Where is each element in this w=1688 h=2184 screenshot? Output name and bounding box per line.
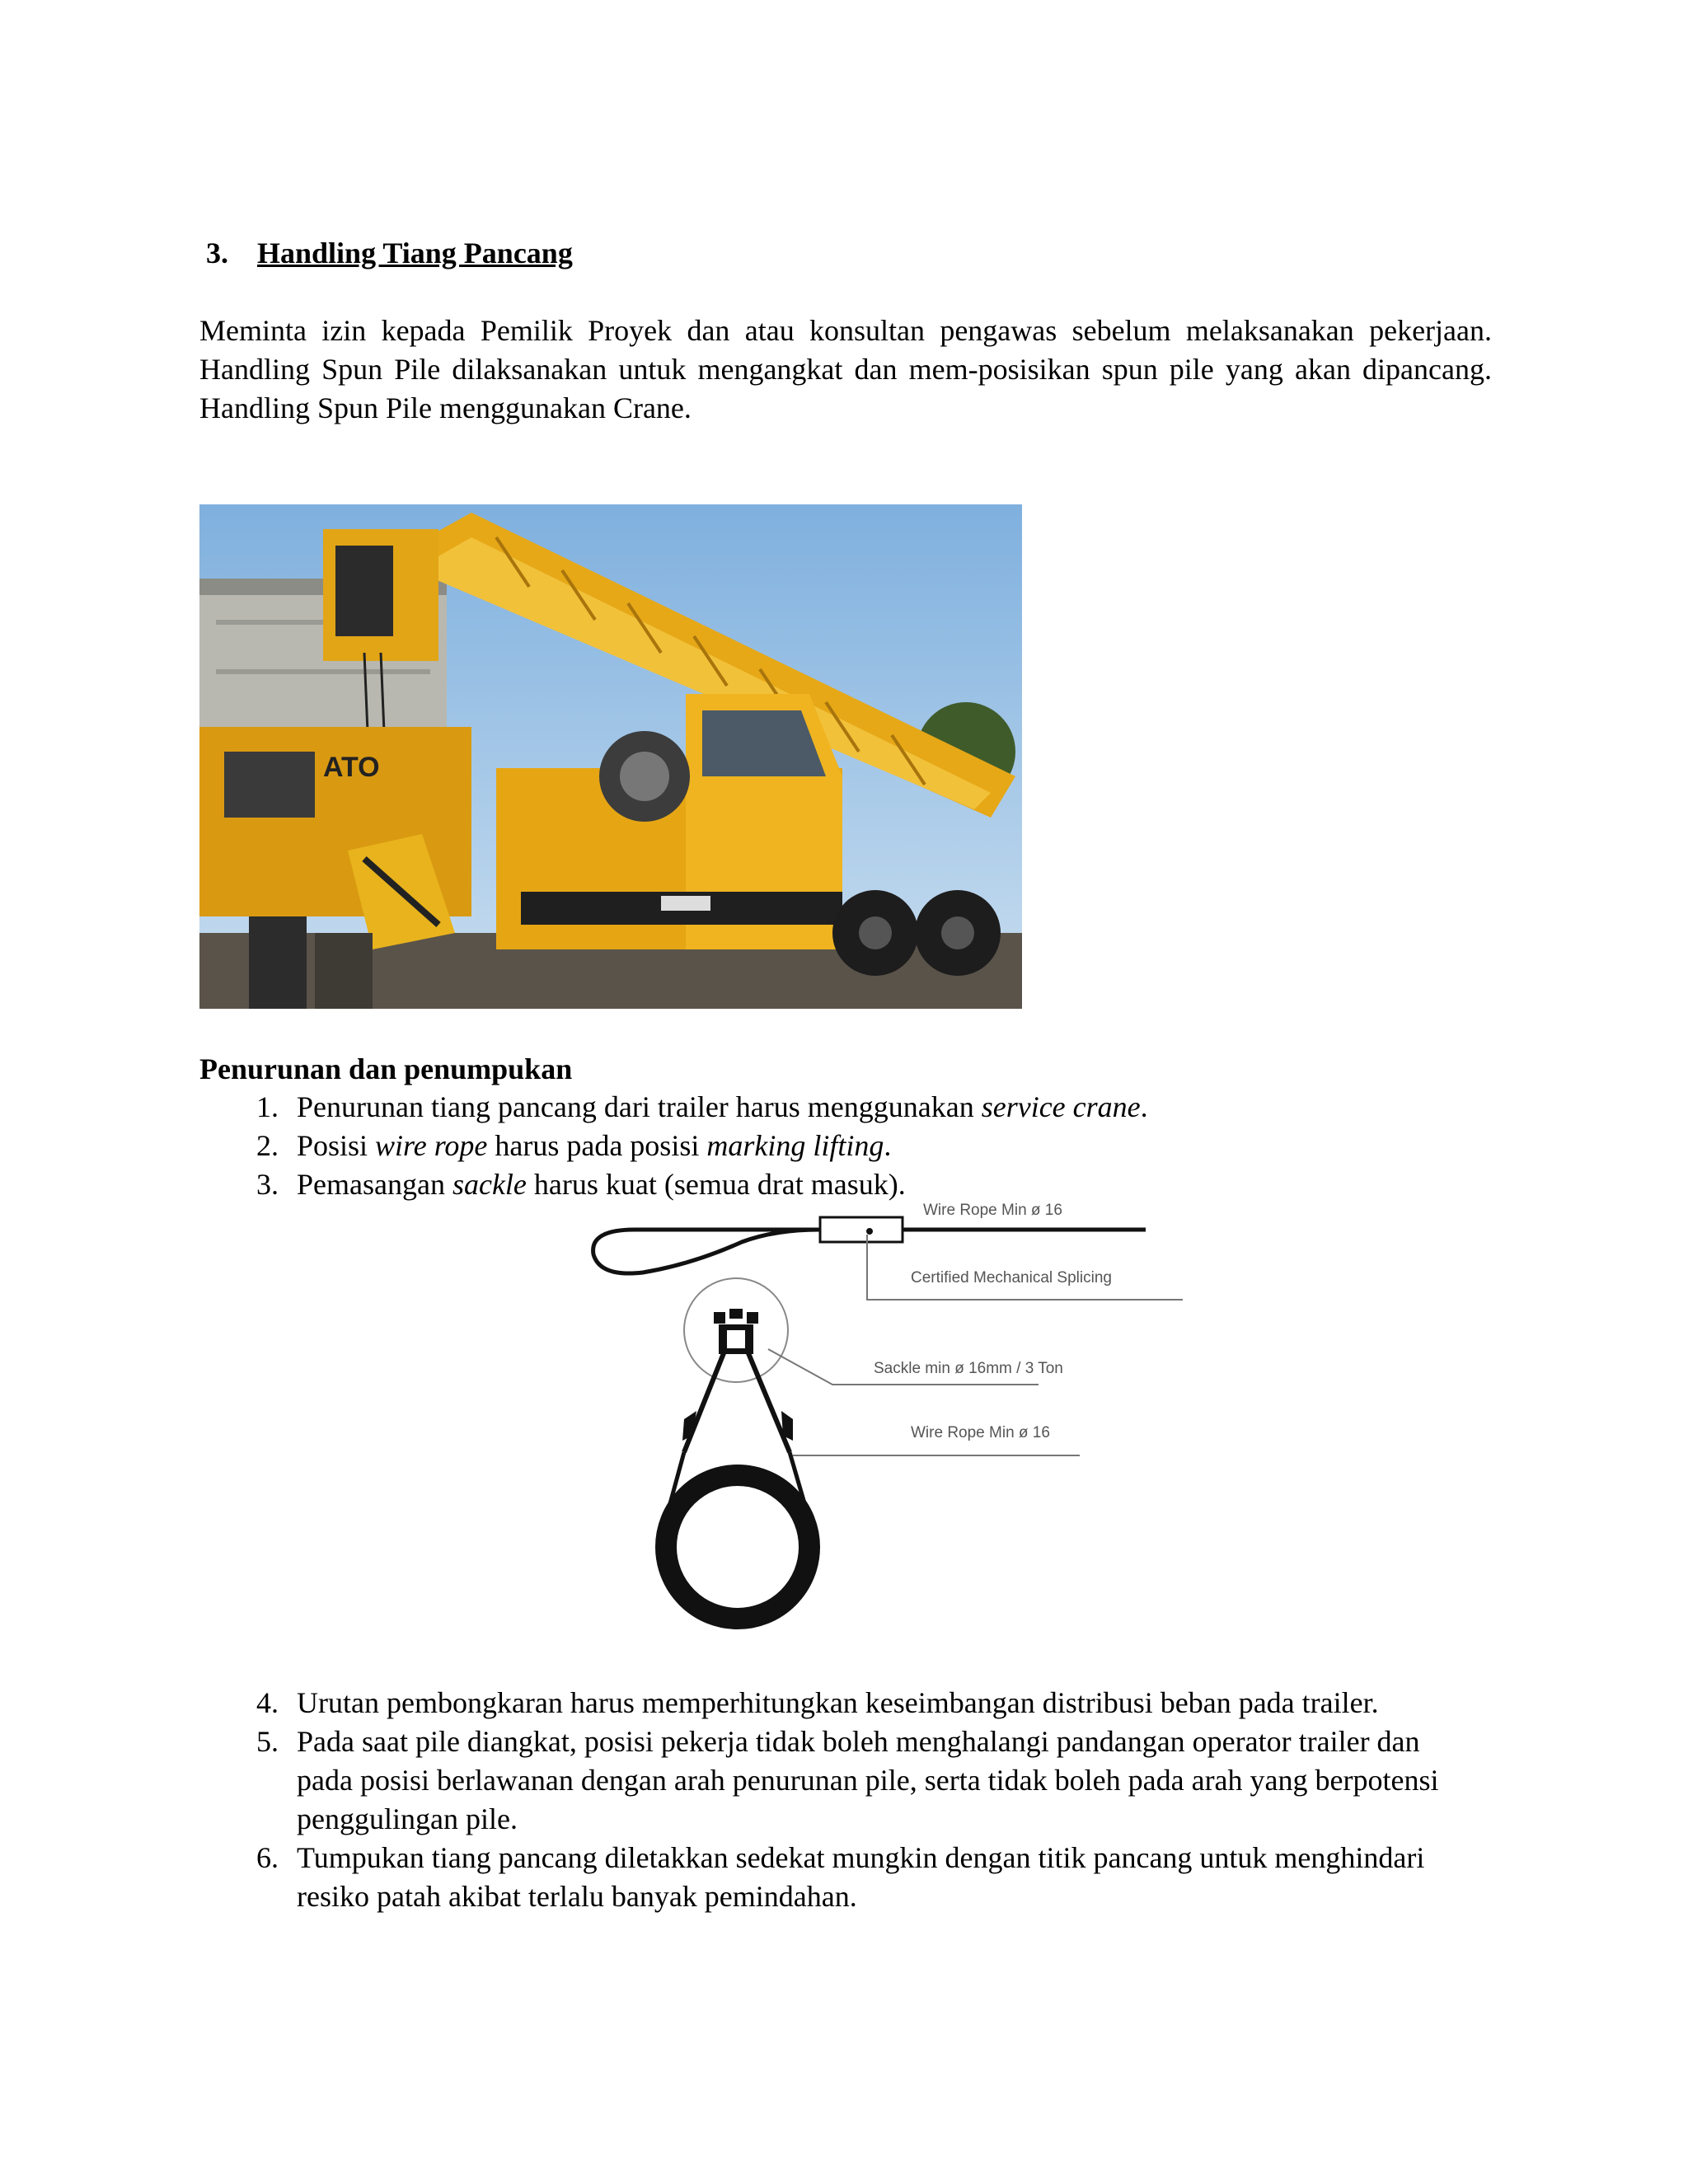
crane-photo <box>199 504 1022 1009</box>
crane-illustration <box>199 504 1022 1009</box>
list-text: Tumpukan tiang pancang diletakkan sedekat mungkin dengan titik pancang untuk menghindari resiko patah akibat terlalu banyak pemindahan. <box>297 1841 1425 1913</box>
label-wire-rope-bottom: Wire Rope Min ø 16 <box>911 1424 1050 1441</box>
numbered-list-a <box>199 1088 1492 1204</box>
list-number: 5. <box>256 1725 279 1758</box>
sling-diagram-svg <box>577 1197 1203 1650</box>
heading-title: Handling Tiang Pancang <box>257 237 573 269</box>
list-item <box>199 1684 1492 1722</box>
list-item <box>199 1839 1492 1916</box>
list-text: Pada saat pile diangkat, posisi pekerja tidak boleh menghalangi pandangan operator trailer dan pada posisi berlawanan dengan arah penurunan pile, serta tidak boleh pada arah yang berpotensi penggulingan pile. <box>297 1725 1439 1835</box>
list-text: Urutan pembongkaran harus memperhitungkan keseimbangan distribusi beban pada trailer. <box>297 1686 1379 1719</box>
list-text: Posisi wire rope harus pada posisi marking lifting. <box>297 1129 892 1162</box>
list-number: 3. <box>256 1168 279 1201</box>
sling-diagram <box>577 1197 1203 1650</box>
label-sackle: Sackle min ø 16mm / 3 Ton <box>874 1360 1063 1377</box>
list-item <box>199 1127 1492 1165</box>
section-heading <box>206 236 573 270</box>
numbered-list-b <box>199 1684 1492 1916</box>
list-text: Pemasangan sackle harus kuat (semua drat masuk). <box>297 1168 906 1201</box>
label-splicing: Certified Mechanical Splicing <box>911 1269 1112 1286</box>
list-text: Penurunan tiang pancang dari trailer harus menggunakan service crane. <box>297 1090 1148 1123</box>
list-number: 2. <box>256 1129 279 1162</box>
heading-number: 3. <box>206 237 228 269</box>
list-number: 1. <box>256 1090 279 1123</box>
list-item <box>199 1088 1492 1127</box>
list-number: 6. <box>256 1841 279 1874</box>
label-wire-rope-top: Wire Rope Min ø 16 <box>923 1202 1062 1219</box>
intro-paragraph: Meminta izin kepada Pemilik Proyek dan atau konsultan pengawas sebelum melaksanakan pekerjaan. Handling Spun Pile dilaksanakan untuk mengangkat dan mem-posisikan spun pile yang akan dipancang. Handling Spun Pile menggunakan Crane. <box>199 314 1492 424</box>
crane-brand-text: ATO <box>323 752 380 783</box>
section-subtitle: Penurunan dan penumpukan <box>199 1052 573 1085</box>
list-number: 4. <box>256 1686 279 1719</box>
list-item <box>199 1722 1492 1839</box>
